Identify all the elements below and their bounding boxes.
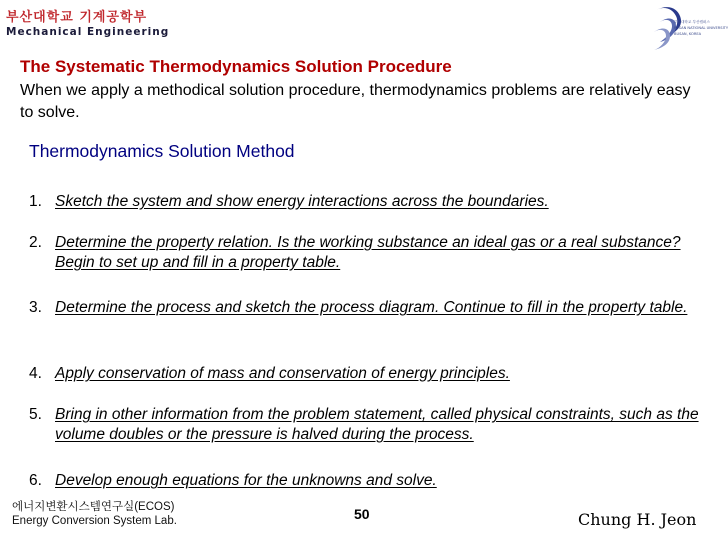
logo-line-1: 부산대학교 부산캠퍼스: [674, 20, 710, 24]
step-text: Sketch the system and show energy interactions across the boundaries.: [55, 193, 549, 210]
university-logo: [650, 2, 728, 54]
step-number: 3.: [29, 299, 42, 316]
department-logo: [6, 6, 169, 38]
step-number: 4.: [29, 365, 42, 382]
logo-line-3: BUSAN, KOREA: [674, 32, 702, 36]
step-text: Bring in other information from the problem statement, called physical constraints, such as the volume doubles or the pressure is halved during the process.: [55, 406, 699, 443]
lab-name-english: Energy Conversion System Lab.: [12, 515, 177, 527]
step-text: Develop enough equations for the unknowns and solve.: [55, 472, 437, 489]
step-item: [29, 192, 669, 212]
step-text: Determine the property relation. Is the working substance an ideal gas or a real substance? Begin to set up and fill in a property table.: [55, 234, 681, 271]
author-name: Chung H. Jeon: [578, 510, 697, 529]
step-number: 2.: [29, 234, 42, 251]
step-number: 5.: [29, 406, 42, 423]
page-number: 50: [354, 506, 370, 522]
section-title: Thermodynamics Solution Method: [29, 141, 295, 161]
lab-name-korean: 에너지변환시스템연구실(ECOS): [12, 501, 175, 513]
step-item: [29, 298, 701, 318]
step-item: [29, 233, 701, 273]
lab-footer: [12, 500, 177, 528]
logo-line-2: PUSAN NATIONAL UNIVERSITY: [674, 26, 728, 30]
department-english: Mechanical Engineering: [6, 26, 170, 38]
step-item: [29, 364, 701, 384]
step-number: 6.: [29, 472, 42, 489]
step-item: [29, 405, 711, 445]
step-text: Determine the process and sketch the process diagram. Continue to fill in the property table.: [55, 299, 688, 316]
step-number: 1.: [29, 193, 42, 210]
slide-title: The Systematic Thermodynamics Solution Procedure: [20, 57, 452, 76]
department-korean: 부산대학교 기계공학부: [6, 10, 148, 25]
intro-text: When we apply a methodical solution procedure, thermodynamics problems are relatively easy to solve.: [20, 82, 691, 121]
step-item: [29, 471, 701, 491]
step-text: Apply conservation of mass and conservation of energy principles.: [55, 365, 510, 382]
